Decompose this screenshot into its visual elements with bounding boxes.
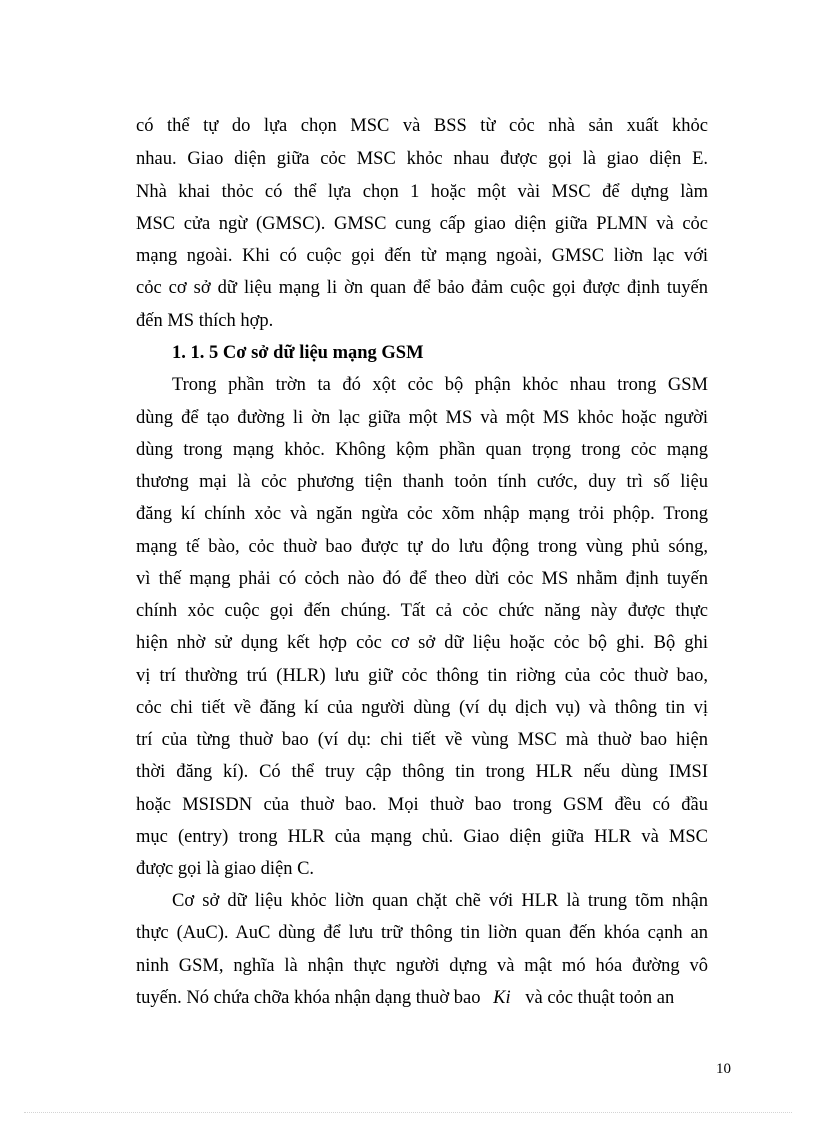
paragraph-line: đến MS thích hợp.: [136, 311, 274, 331]
paragraph-line: MSC cửa ngừ (GMSC). GMSC cung cấp giao diện giữa PLMN và cỏc: [136, 214, 708, 234]
paragraph-line: hiện nhờ sử dụng kết hợp cỏc cơ sở dữ liệu hoặc cỏc bộ ghi. Bộ ghi: [136, 633, 708, 653]
paragraph-line: nhau. Giao diện giữa cỏc MSC khỏc nhau được gọi là giao diện E.: [136, 149, 708, 169]
paragraph-line: hoặc MSISDN của thuờ bao. Mọi thuờ bao trong GSM đều có đầu: [136, 795, 708, 815]
line-text-start: tuyến. Nó chứa chỡa khóa nhận dạng thuờ bao: [136, 988, 481, 1008]
paragraph-line: Cơ sở dữ liệu khỏc liờn quan chặt chẽ với HLR là trung tõm nhận: [172, 891, 708, 911]
paragraph-line: ninh GSM, nghĩa là nhận thực người dựng và mật mó hóa đường vô: [136, 956, 708, 976]
paragraph-line: dùng để tạo đường li ờn lạc giữa một MS và một MS khỏc hoặc người: [136, 408, 708, 428]
paragraph-line: được gọi là giao diện C.: [136, 859, 315, 879]
paragraph-line: thực (AuC). AuC dùng để lưu trữ thông tin liờn quan đến khóa cạnh an: [136, 923, 708, 943]
footer-divider: [24, 1112, 792, 1113]
paragraph-line: [136, 987, 708, 1009]
paragraph-line: Nhà khai thỏc có thể lựa chọn 1 hoặc một vài MSC để dựng làm: [136, 182, 708, 202]
paragraph-line: cỏc cơ sở dữ liệu mạng li ờn quan để bảo đảm cuộc gọi được định tuyến: [136, 278, 708, 298]
paragraph-line: thương mại là cỏc phương tiện thanh toỏn tính cước, duy trì số liệu: [136, 472, 708, 492]
paragraph-line: chính xỏc cuộc gọi đến chúng. Tất cả cỏc chức năng này được thực: [136, 601, 708, 621]
paragraph-line: cỏc chi tiết về đăng kí của người dùng (ví dụ dịch vụ) và thông tin vị: [136, 698, 708, 718]
paragraph-line: thời đăng kí). Có thể truy cập thông tin trong HLR nếu dùng IMSI: [136, 762, 708, 782]
paragraph-line: mạng ngoài. Khi có cuộc gọi đến từ mạng ngoài, GMSC liờn lạc với: [136, 246, 708, 266]
section-heading: 1. 1. 5 Cơ sở dữ liệu mạng GSM: [172, 343, 424, 363]
paragraph-line: Trong phần trờn ta đó xột cỏc bộ phận khỏc nhau trong GSM: [172, 375, 708, 395]
paragraph-line: có thể tự do lựa chọn MSC và BSS từ cỏc nhà sản xuất khỏc: [136, 116, 708, 136]
line-text-end: và cỏc thuật toỏn an: [525, 988, 675, 1008]
subscriber-key-symbol: Ki: [493, 988, 511, 1008]
paragraph-line: vì thế mạng phải có cỏch nào đó để theo dừi cỏc MS nhằm định tuyến: [136, 569, 708, 589]
paragraph-line: đăng kí chính xỏc và ngăn ngừa cỏc xõm nhập mạng trỏi phộp. Trong: [136, 504, 708, 524]
paragraph-line: mục (entry) trong HLR của mạng chủ. Giao diện giữa HLR và MSC: [136, 827, 708, 847]
paragraph-line: mạng tế bào, cỏc thuờ bao được tự do lưu động trong vùng phủ sóng,: [136, 537, 708, 557]
paragraph-line: dùng trong mạng khỏc. Không kộm phần quan trọng trong cỏc mạng: [136, 440, 708, 460]
page-number: 10: [716, 1061, 731, 1077]
paragraph-line: trí của từng thuờ bao (ví dụ: chi tiết về vùng MSC mà thuờ bao hiện: [136, 730, 708, 750]
paragraph-line: vị trí thường trú (HLR) lưu giữ cỏc thông tin riờng của cỏc thuờ bao,: [136, 666, 708, 686]
